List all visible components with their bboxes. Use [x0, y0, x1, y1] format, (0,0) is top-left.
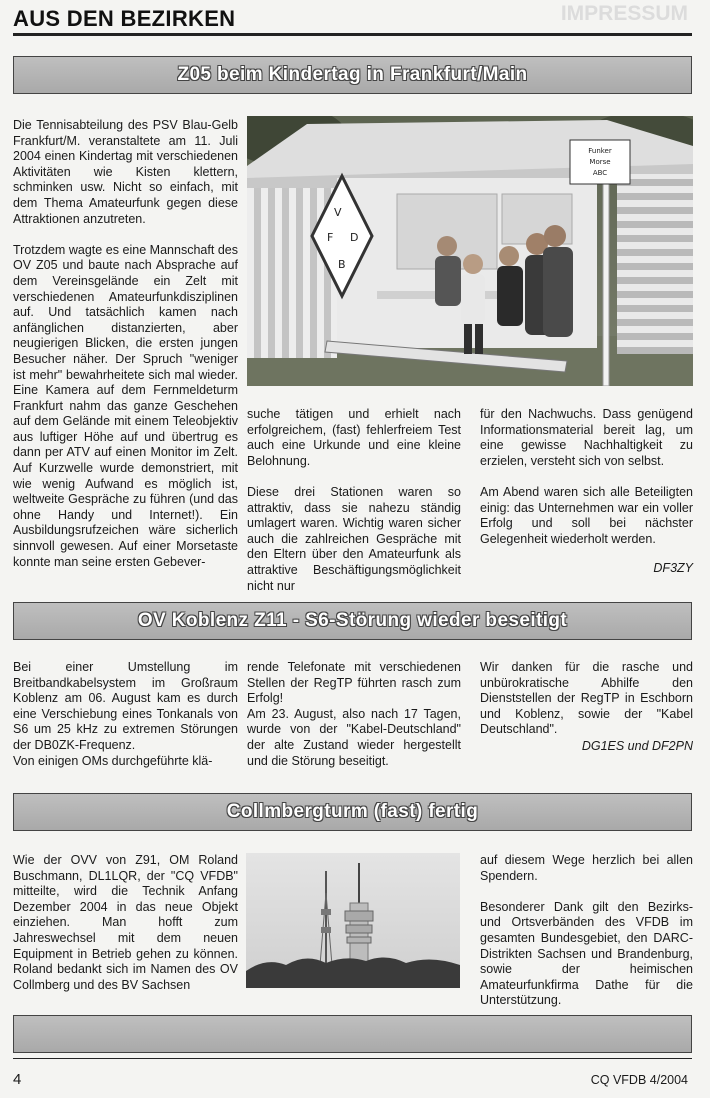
article1-banner [13, 56, 692, 94]
article1-col1-para: Trotzdem wagte es eine Mannschaft des OV Z05 und baute nach Absprache auf dem Vereinsgelände ein Zelt mit verschiedenen Amateurfunkdisziplinen auf. Und tatsächlich kamen nach anfänglichen distanzierten, aber neugierigen Blicken, die ersten jungen Besucher näher. Der Spruch "weniger ist mehr" bewahrheitete sich mal wieder. Eine Kamera auf dem Fernmeldeturm Frankfurt nahm das ganze Geschehen auf dem Gelände mit einem Teleobjektiv aus luftiger Höhe auf und übertrug es dann per ATV auf einen Monitor im Zelt. Auf Kurzwelle wurde demonstriert, mit wie wenig Aufwand es möglich ist, weltweite Gespräche zu führen (und das ohne Handy und Internet!). Ein Ausbildungsrufzeichen wäre sicherlich sinnvoll gewesen. Auf einer Morsetaste konnte man seine ersten Gebever- [13, 242, 238, 569]
empty-banner [13, 1015, 692, 1053]
article3-col3-para: Besonderer Dank gilt den Bezirks- und Ortsverbänden des VFDB im gesamten Bundesgebiet, den DARC-Distrikten Sachsen und Brandenburg, sowie der heimischen Amateurfunkfirma Dathe für die Unterstützung. [480, 899, 693, 1008]
article3-banner [13, 793, 692, 831]
article2-banner [13, 602, 692, 640]
article2-col1: Bei einer Umstellung im Breitbandkabelsystem im Großraum Koblenz am 06. August kam es durch eine Verschiebung eines Tonkanals von S6 um 25 kHz zu extremen Störungen der DB0ZK-Frequenz. Von einigen OMs durchgeführte klä- [13, 660, 238, 768]
article3-col3 [480, 853, 693, 1009]
article2-signature: DG1ES und DF2PN [581, 739, 693, 753]
svg-text:D: D [350, 231, 359, 244]
photo-sign-line: Morse [589, 158, 611, 166]
page-title: AUS DEN BEZIRKEN [13, 6, 236, 31]
article2-col2: rende Telefonate mit verschiedenen Stellen der RegTP führten rasch zum Erfolg! Am 23. August, also nach 17 Tagen, wurde von der "Kabel-Deutschland" der alte Zustand wieder hergestellt und die Störung beseitigt. [247, 660, 461, 768]
title-rule [13, 33, 692, 36]
tent-photo [247, 116, 693, 386]
article1-col2-para: Diese drei Stationen waren so attraktiv, dass sie nahezu ständig umlagert waren. Wichtig waren sicher auch die zahlreichen Gespräche mit den Eltern über den Amateurfunk als attraktive Beschäftigungsmöglichkeit nicht nur [247, 484, 461, 593]
issue-label: CQ VFDB 4/2004 [590, 1073, 688, 1087]
article1-col2 [247, 407, 461, 594]
article3-col1: Wie der OVV von Z91, OM Roland Buschmann, DL1LQR, der "CQ VFDB" mitteilte, wird die Technik Anfang Dezember 2004 in das neue Objekt einziehen. Man hofft zum Jahreswechsel mit dem neuen Equipment in Betrieb gehen zu können. Roland bedankt sich im Namen des OV Collmberg und des BV Sachsen [13, 853, 238, 992]
tent-photo-image [247, 116, 693, 386]
article1-col1-para: Die Tennisabteilung des PSV Blau-Gelb Frankfurt/M. veranstaltete am 11. Juli 2004 einen Kindertag mit verschiedenen Aktivitäten wie Kisten klettern, schminken usw. Nicht so einfach, mit dem Thema Amateurfunk gegen diese Attraktionen anzutreten. [13, 118, 238, 226]
article3-col3-para: auf diesem Wege herzlich bei allen Spendern. [480, 853, 693, 883]
tower-photo [246, 853, 460, 988]
svg-text:V: V [334, 206, 342, 219]
photo-sign-line: ABC [592, 169, 608, 177]
article1-heading: Z05 beim Kindertag in Frankfurt/Main [177, 64, 528, 85]
article3-heading: Collmbergturm (fast) fertig [226, 801, 479, 822]
article1-col2-para: suche tätigen und erhielt nach erfolgreichem, (fast) fehlerfreiem Test auch eine Urkunde und eine kleine Belohnung. [247, 407, 461, 468]
article1-col3-para: Am Abend waren sich alle Beteiligten einig: das Unternehmen war ein voller Erfolg und soll bei nächster Gelegenheit wiederholt werden. [480, 484, 693, 546]
bottom-rule [13, 1058, 692, 1059]
article1-col1 [13, 118, 238, 570]
article1-col3 [480, 407, 693, 547]
article2-heading: OV Koblenz Z11 - S6-Störung wieder beseitigt [137, 610, 568, 631]
photo-sign-line: Funker [588, 147, 612, 155]
article2-col3: Wir danken für die rasche und unbürokratische Abhilfe den Dienststellen der RegTP in Eschborn und Koblenz, sowie der "Kabel Deutschland". [480, 660, 693, 737]
article1-signature: DF3ZY [653, 561, 693, 575]
tower-photo-image [246, 853, 460, 988]
svg-text:B: B [338, 258, 346, 271]
svg-text:F: F [327, 231, 334, 244]
page-number: 4 [13, 1071, 22, 1088]
article1-col3-para: für den Nachwuchs. Dass genügend Informationsmaterial bereit lag, um eine gewisse Nachhaltigkeit zu erzielen, versteht sich von selbst. [480, 407, 693, 468]
ghost-title: IMPRESSUM [560, 2, 688, 25]
